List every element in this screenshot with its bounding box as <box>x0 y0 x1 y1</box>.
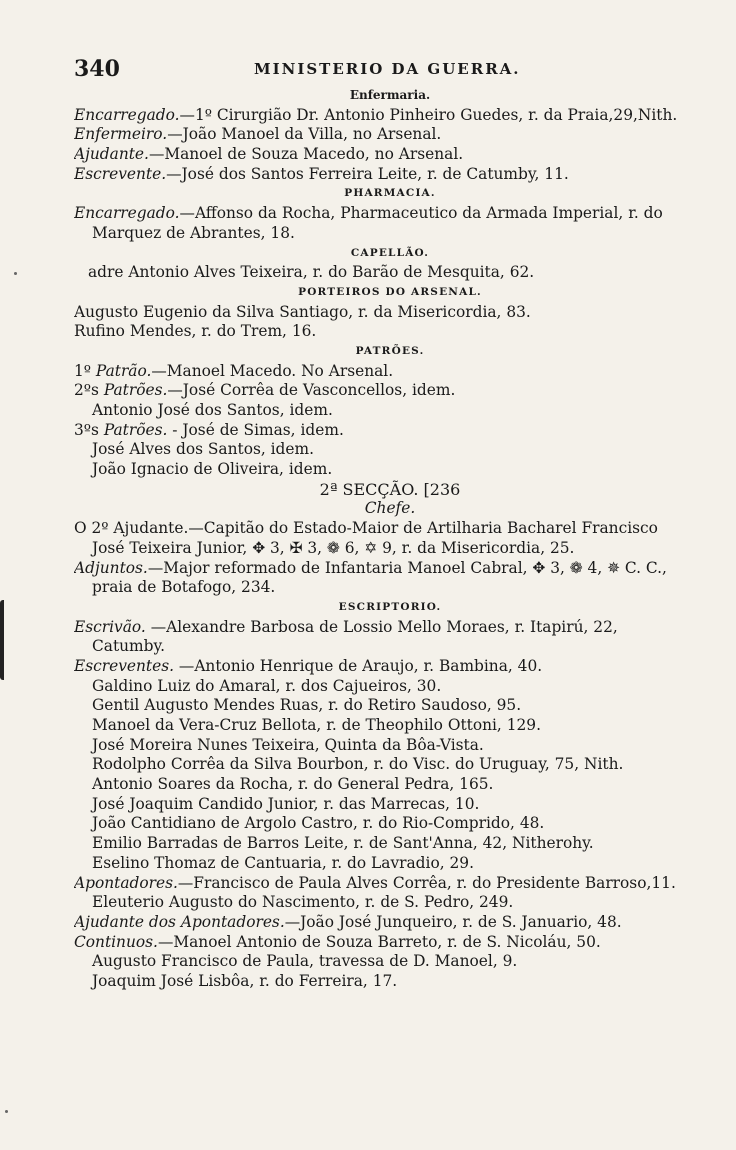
page-header <box>74 56 704 82</box>
entry-line: Ajudante.—Manoel de Souza Macedo, no Arsenal. <box>74 145 464 164</box>
section-heading: ESCRIPTORIO. <box>338 600 442 613</box>
entry-line: Marquez de Abrantes, 18. <box>92 223 295 242</box>
entry-line: Enfermeiro.—João Manoel da Villa, no Arsenal. <box>74 125 442 144</box>
entry-line: Escrivão. —Alexandre Barbosa de Lossio Mello Moraes, r. Itapirú, 22, <box>74 617 618 636</box>
entry-line: Antonio José dos Santos, idem. <box>92 401 333 419</box>
entry-line: 1º Patrão.—Manoel Macedo. No Arsenal. <box>74 361 394 380</box>
entry-line: O 2º Ajudante.—Capitão do Estado-Maior de Artilharia Bacharel Francisco <box>74 519 658 538</box>
speck <box>14 272 17 275</box>
entry-line: José Teixeira Junior, ✥ 3, ✠ 3, ❁ 6, ✡ 9, r. da Misericordia, 25. <box>92 538 575 557</box>
entry-line: Eleuterio Augusto do Nascimento, r. de S. Pedro, 249. <box>92 893 514 912</box>
entry-line: Escreventes. —Antonio Henrique de Araujo, r. Bambina, 40. <box>74 656 543 675</box>
section-heading: PORTEIROS DO ARSENAL. <box>298 285 482 298</box>
entry-line: Apontadores.—Francisco de Paula Alves Corrêa, r. do Presidente Barroso,11. <box>74 873 676 892</box>
entry-line: Encarregado.—Affonso da Rocha, Pharmaceutico da Armada Imperial, r. do <box>74 204 663 223</box>
entry-line: Rufino Mendes, r. do Trem, 16. <box>74 322 317 341</box>
entry-line: Eselino Thomaz de Cantuaria, r. do Lavradio, 29. <box>92 853 474 872</box>
entry-line: Galdino Luiz do Amaral, r. dos Cajueiros, 30. <box>92 676 442 695</box>
subsection-heading: Chefe. <box>364 499 416 518</box>
entry-line: Ajudante dos Apontadores.—João José Junqueiro, r. de S. Januario, 48. <box>74 912 622 931</box>
running-title: MINISTERIO DA GUERRA. <box>254 60 521 78</box>
entry-line: José Joaquim Candido Junior, r. das Marrecas, 10. <box>92 794 480 813</box>
binding-mark <box>0 600 12 680</box>
entry-line: Joaquim José Lisbôa, r. do Ferreira, 17. <box>92 971 398 990</box>
section-heading: PATRÕES. <box>355 344 425 357</box>
entry-line: Augusto Francisco de Paula, travessa de D. Manoel, 9. <box>92 952 518 971</box>
entry-line: Continuos.—Manoel Antonio de Souza Barreto, r. de S. Nicoláu, 50. <box>74 932 601 951</box>
entry-line: Emilio Barradas de Barros Leite, r. de Sant'Anna, 42, Nitherohy. <box>92 834 594 853</box>
entry-line: José Alves dos Santos, idem. <box>92 440 315 459</box>
entry-line: Escrevente.—José dos Santos Ferreira Leite, r. de Catumby, 11. <box>74 164 569 183</box>
entry-line: João Cantidiano de Argolo Castro, r. do Rio-Comprido, 48. <box>92 814 545 833</box>
section-heading: CAPELLÃO. <box>350 246 430 259</box>
page-number: 340 <box>74 56 120 82</box>
section-heading: 2ª SECÇÃO. [236 <box>319 479 461 499</box>
entry-line: 2ºs Patrões.—José Corrêa de Vasconcellos, idem. <box>74 381 456 400</box>
entry-line: Augusto Eugenio da Silva Santiago, r. da Misericordia, 83. <box>74 302 531 321</box>
entry-line: Adjuntos.—Major reformado de Infantaria Manoel Cabral, ✥ 3, ❁ 4, ✵ C. C., <box>74 558 667 577</box>
entry-line: praia de Botafogo, 234. <box>92 578 276 597</box>
speck <box>5 1110 8 1113</box>
entry-line: José Moreira Nunes Teixeira, Quinta da Bôa-Vista. <box>92 735 484 754</box>
entry-line: Gentil Augusto Mendes Ruas, r. do Retiro Saudoso, 95. <box>92 696 522 715</box>
entry-line: Manoel da Vera-Cruz Bellota, r. de Theophilo Ottoni, 129. <box>92 716 541 734</box>
entry-line: Antonio Soares da Rocha, r. do General Pedra, 165. <box>92 775 494 794</box>
section-heading: PHARMACIA. <box>344 187 436 200</box>
entry-line: Catumby. <box>92 637 166 656</box>
entry-line: João Ignacio de Oliveira, idem. <box>92 460 333 479</box>
entry-line: adre Antonio Alves Teixeira, r. do Barão de Mesquita, 62. <box>88 263 535 282</box>
page-content <box>74 86 706 992</box>
section-heading: Enfermaria. <box>349 88 431 102</box>
entry-line: 3ºs Patrões. - José de Simas, idem. <box>74 420 344 439</box>
entry-line: Rodolpho Corrêa da Silva Bourbon, r. do Visc. do Uruguay, 75, Nith. <box>92 755 624 774</box>
entry-line: Encarregado.—1º Cirurgião Dr. Antonio Pinheiro Guedes, r. da Praia,29,Nith. <box>74 105 678 124</box>
